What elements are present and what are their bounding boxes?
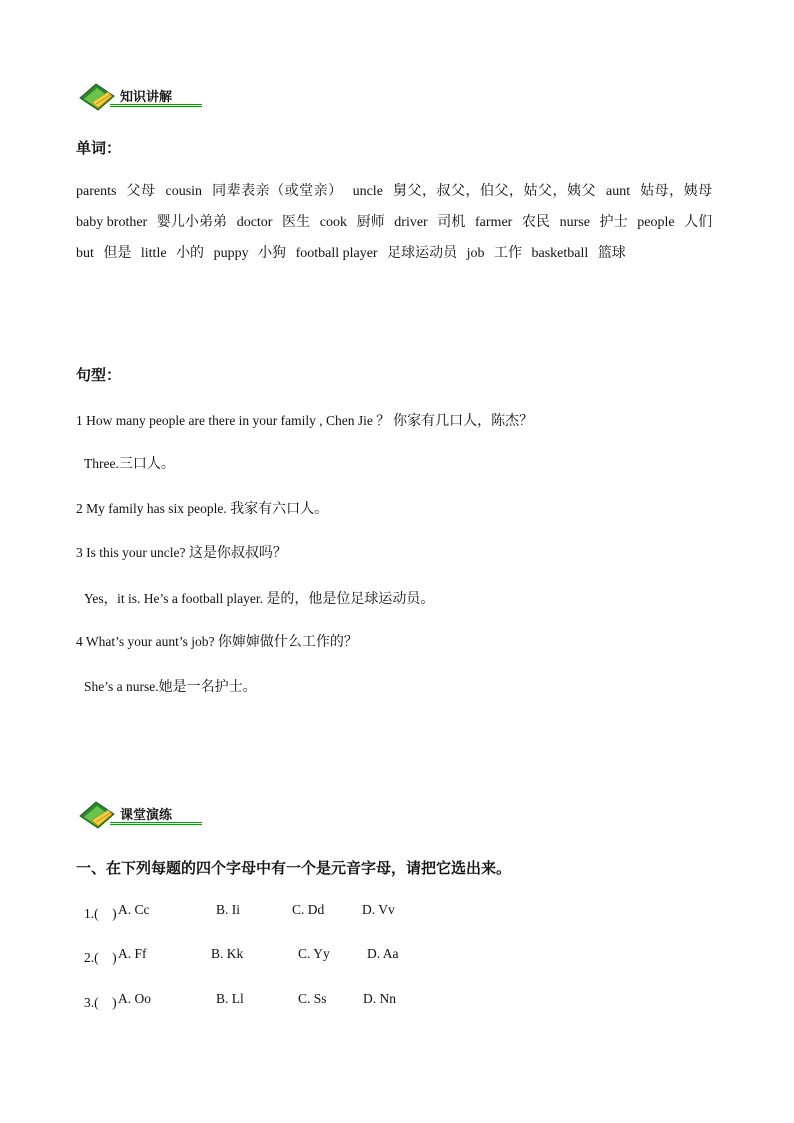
vocab-zh: 婴儿小弟弟 [156, 214, 228, 230]
option-d: D. Aa [367, 946, 399, 961]
vocab-en: driver [394, 215, 428, 230]
vocab-zh: 但是 [103, 245, 132, 261]
sentence-heading: 句型： [76, 366, 122, 384]
sentence-zh: 她是一名护士。 [158, 679, 257, 695]
sentence-zh: 是的，他是位足球运动员。 [266, 591, 435, 607]
sentence-line [84, 453, 175, 473]
option-d: D. Nn [363, 991, 396, 1006]
section-underline [110, 822, 202, 825]
vocab-en: nurse [559, 215, 590, 230]
vocab-zh: 厨师 [356, 214, 385, 230]
section-title: 知识讲解 [120, 90, 173, 105]
sentence-zh: 我家有六口人。 [230, 501, 329, 517]
vocab-en: baby brother [76, 215, 148, 230]
vocab-zh: 农民 [521, 214, 551, 230]
vocab-en: little [140, 246, 167, 261]
sentence-en: 2 My family has six people. [76, 501, 227, 516]
vocab-zh: 护士 [599, 214, 628, 230]
sentence-en: Three. [84, 456, 119, 471]
vocab-zh: 足球运动员 [387, 245, 458, 261]
vocab-zh: 人们 [684, 214, 713, 230]
sentence-line [76, 498, 328, 518]
sentence-en: 4 What’s your aunt’s job? [76, 634, 215, 649]
vocab-en: people [637, 215, 675, 230]
vocab-en: doctor [236, 215, 273, 230]
sentence-zh: 你婶婶做什么工作的？ [217, 634, 358, 650]
vocab-en: job [466, 246, 485, 261]
vocab-zh: 小狗 [258, 245, 287, 261]
vocab-en: cook [319, 215, 347, 230]
section-title: 课堂演练 [120, 808, 173, 823]
option-c: C. Dd [292, 902, 325, 917]
vocab-zh: 医生 [282, 214, 311, 230]
option-b: B. Kk [211, 946, 244, 961]
sentence-zh: 三口人。 [118, 456, 175, 472]
vocab-zh: 司机 [437, 214, 466, 230]
option-c: C. Ss [298, 991, 327, 1006]
vocab-list [76, 176, 718, 269]
option-a: A. Oo [118, 991, 151, 1006]
sentence-zh: 这是你叔叔吗？ [188, 545, 287, 561]
option-c: C. Yy [298, 946, 330, 961]
vocab-zh: 篮球 [597, 245, 626, 261]
option-d: D. Vv [362, 902, 395, 917]
section-banner-practice [78, 798, 202, 832]
question-number[interactable]: 3.( ) [84, 995, 117, 1010]
vocab-zh: 姑母，姨母 [640, 183, 713, 199]
exercise-title: 一、在下列每题的四个字母中有一个是元音字母，请把它选出来。 [76, 859, 512, 877]
section-banner-knowledge [78, 80, 202, 114]
sentence-line [84, 676, 257, 696]
vocab-en: cousin [165, 184, 203, 199]
vocab-en: but [76, 246, 94, 261]
vocab-en: uncle [352, 184, 383, 199]
sentence-en: 3 Is this your uncle? [76, 545, 186, 560]
vocab-zh: 小的 [176, 245, 205, 261]
sentence-line [76, 409, 533, 430]
question-row [84, 991, 424, 1009]
vocab-en: parents [76, 184, 117, 199]
option-b: B. Ii [216, 902, 241, 917]
question-number[interactable]: 1.( ) [84, 906, 117, 921]
option-a: A. Ff [118, 946, 147, 961]
book-icon [78, 80, 118, 112]
sentence-line [76, 631, 358, 651]
vocab-en: aunt [605, 184, 631, 199]
sentence-en: Yes，it is. He’s a football player. [84, 591, 263, 606]
section-underline [110, 104, 202, 107]
question-number[interactable]: 2.( ) [84, 950, 117, 965]
option-a: A. Cc [118, 902, 150, 917]
sentence-zh: 你家有几口人，陈杰？ [393, 413, 534, 429]
sentence-en: 1 How many people are there in your family , Chen Jie ？ [76, 413, 390, 428]
vocab-zh: 父母 [126, 183, 156, 199]
question-row [84, 902, 424, 920]
vocab-en: puppy [213, 246, 249, 261]
vocab-en: basketball [531, 246, 589, 261]
vocab-zh: 工作 [493, 245, 522, 261]
vocab-zh: 同辈表亲（或堂亲） [212, 183, 343, 199]
sentence-en: She’s a nurse. [84, 679, 159, 694]
vocab-en: farmer [475, 215, 513, 230]
sentence-line [76, 542, 287, 562]
option-b: B. Ll [216, 991, 244, 1006]
book-icon [78, 798, 118, 830]
vocab-heading: 单词： [76, 139, 122, 157]
question-row [84, 946, 424, 964]
sentence-line [84, 587, 434, 608]
vocab-zh: 舅父，叔父，伯父，姑父，姨父 [392, 183, 596, 199]
vocab-en: football player [295, 246, 378, 261]
